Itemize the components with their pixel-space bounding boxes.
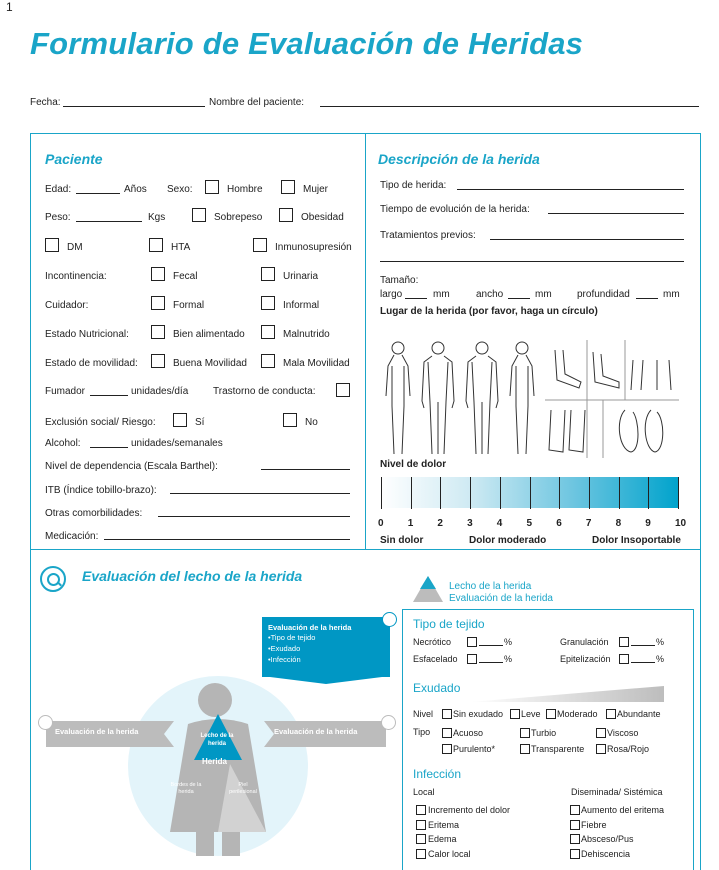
granulacion-pct: % [656,637,665,647]
alcohol-field[interactable] [90,447,128,448]
esfacelado-label: Esfacelado [413,654,458,664]
tiempo-label: Tiempo de evolución de la herida: [380,204,530,215]
evaluation-subpanel [402,609,694,870]
tipo-checkbox[interactable] [520,744,530,754]
tratamientos-field-2[interactable] [380,261,684,262]
inmuno-checkbox[interactable] [253,238,267,252]
bien-alimentado-label: Bien alimentado [173,329,245,340]
local-item-label: Calor local [428,848,471,859]
pain-tick [411,477,412,509]
epitelizacion-field[interactable] [631,662,655,663]
necrotico-checkbox[interactable] [467,637,477,647]
tipo-label: Tipo [413,727,431,737]
foot-side-1 [555,350,581,388]
tipo-checkbox[interactable] [442,728,452,738]
sistemica-item-label: Absceso/Pus [581,834,634,844]
nivel-checkbox[interactable] [510,709,520,719]
ancho-label: ancho [476,289,504,300]
mala-movilidad-label: Mala Movilidad [283,358,350,369]
profundidad-field[interactable] [636,298,658,299]
pain-value-8[interactable]: 8 [615,518,622,529]
legend-evaluacion: Evaluación de la herida [449,593,553,604]
legend-lecho: Lecho de la herida [449,581,532,592]
herida-title: Descripción de la herida [378,151,540,167]
tipo-option-label: Transparente [531,744,585,754]
dm-checkbox[interactable] [45,238,59,252]
medicacion-label: Medicación: [45,531,99,542]
no-label: No [305,417,318,428]
bien-alimentado-checkbox[interactable] [151,325,165,339]
local-item-label: Edema [428,834,457,844]
profundidad-mm: mm [663,289,680,300]
tejido-title: Tipo de tejido [413,617,485,631]
dolor-title: Nivel de dolor [380,459,447,470]
nombre-field[interactable] [320,106,699,107]
sistemica-item-label: Dehiscencia [581,848,631,859]
search-icon [40,566,66,592]
tipo-option-label: Viscoso [607,728,639,738]
alcohol-unit: unidades/semanales [131,438,223,449]
callout-item-3: •Infección [268,655,301,664]
nutricional-label: Estado Nutricional: [45,329,129,340]
granulacion-checkbox[interactable] [619,637,629,647]
medicacion-field[interactable] [104,539,350,540]
foot-front [631,360,671,390]
pain-tick [589,477,590,509]
si-checkbox[interactable] [173,413,187,427]
obesidad-label: Obesidad [301,212,344,223]
esfacelado-checkbox[interactable] [467,654,477,664]
fecha-label: Fecha: [30,97,61,108]
largo-mm: mm [433,289,450,300]
piel-label: Piel perilesional [229,782,257,795]
tratamientos-label: Tratamientos previos: [380,230,476,241]
informal-label: Informal [283,300,320,311]
necrotico-pct: % [504,637,513,647]
tipo-herida-label: Tipo de herida: [380,180,447,191]
sistemica-checkbox[interactable] [570,805,580,815]
herida-label: Herida [202,757,227,766]
nombre-label: Nombre del paciente: [209,97,305,108]
callout-item-2: •Exudado [268,644,301,653]
necrotico-label: Necrótico [413,637,452,647]
buena-movilidad-checkbox[interactable] [151,354,165,368]
sistemica-checkbox[interactable] [570,834,580,844]
hta-checkbox[interactable] [149,238,163,252]
edad-field[interactable] [76,193,120,194]
barthel-label: Nivel de dependencia (Escala Barthel): [45,461,218,472]
body-figure-side-right [510,342,534,454]
tamano-label: Tamaño: [380,275,419,286]
pain-value-4[interactable]: 4 [496,518,503,529]
local-checkbox[interactable] [416,849,426,859]
necrotico-field[interactable] [479,645,503,646]
tratamientos-field[interactable] [490,239,684,240]
lugar-label: Lugar de la herida (por favor, haga un círculo) [380,306,598,317]
malnutrido-label: Malnutrido [283,329,330,340]
tipo-option-label: Acuoso [453,728,484,738]
esfacelado-pct: % [504,654,513,664]
incontinencia-label: Incontinencia: [45,271,107,282]
peso-field[interactable] [76,221,142,222]
edad-label: Edad: [45,184,72,195]
hombre-checkbox[interactable] [205,180,219,194]
malnutrido-checkbox[interactable] [261,325,275,339]
pain-value-9[interactable]: 9 [645,518,651,529]
local-item-label: Incremento del dolor [428,805,511,815]
kgs-label: Kgs [148,212,166,223]
pain-value-3[interactable]: 3 [467,518,473,529]
cuidador-label: Cuidador: [45,300,89,311]
local-checkbox[interactable] [416,834,426,844]
pain-tick [500,477,501,509]
alcohol-label: Alcohol: [45,438,81,449]
dm-label: DM [67,242,83,253]
nivel-checkbox[interactable] [606,709,616,719]
mujer-checkbox[interactable] [281,180,295,194]
otras-field[interactable] [158,516,350,517]
sistemica-item-label: Fiebre [581,819,607,830]
pain-value-2[interactable]: 2 [437,518,443,529]
nivel-checkbox[interactable] [442,709,452,719]
callout-item-1: •Tipo de tejido [268,633,316,642]
page-title: Formulario de Evaluación de Heridas [30,26,584,61]
ancho-mm: mm [535,289,552,300]
fecha-field[interactable] [63,106,205,107]
sistemica-label: Diseminada/ Sistémica [571,787,663,797]
pain-tick [678,477,679,509]
granulacion-field[interactable] [631,645,655,646]
sexo-label: Sexo: [167,184,193,195]
sobrepeso-checkbox[interactable] [192,208,206,222]
pain-tick [470,477,471,509]
nivel-checkbox[interactable] [546,709,556,719]
feet-diagram[interactable] [545,340,679,458]
pain-value-6[interactable]: 6 [556,518,562,529]
corner-mark: 1 [6,0,13,14]
nivel-option-label: Sin exudado [453,709,504,719]
tipo-checkbox[interactable] [520,728,530,738]
local-checkbox[interactable] [416,820,426,830]
tipo-option-label: Turbio [531,728,557,738]
buena-movilidad-label: Buena Movilidad [173,358,247,369]
right-tab-label: Evaluación de la herida [274,727,358,736]
largo-label: largo [380,289,403,300]
pain-value-0[interactable]: 0 [378,518,384,529]
formal-label: Formal [173,300,205,311]
barthel-field[interactable] [261,469,350,470]
informal-checkbox[interactable] [261,296,275,310]
local-item-label: Eritema [428,819,460,830]
itb-label: ITB (Índice tobillo-brazo): [45,485,157,496]
peso-label: Peso: [45,212,71,223]
pain-value-7[interactable]: 7 [585,518,592,529]
pain-tick [559,477,560,509]
ancho-field[interactable] [508,298,530,299]
sistemica-item-label: Aumento del eritema [581,805,665,815]
callout-title: Evaluación de la herida [268,623,352,632]
tiempo-field[interactable] [548,213,684,214]
fecal-checkbox[interactable] [151,267,165,281]
sobrepeso-label: Sobrepeso [214,212,263,223]
exudado-wedge [470,686,664,702]
hombre-label: Hombre [227,184,263,195]
fumador-label: Fumador [45,386,86,397]
si-label: Sí [195,417,205,428]
inmuno-label: Inmunosupresión [275,242,352,253]
pain-tick [440,477,441,509]
exclusion-label: Exclusión social/ Riesgo: [45,417,156,428]
local-label: Local [413,787,435,797]
nivel-option-label: Leve [521,709,541,719]
exudado-title: Exudado [413,681,461,695]
nivel-option-label: Abundante [617,709,661,719]
nivel-label: Nivel [413,709,434,719]
epitelizacion-pct: % [656,654,665,664]
profundidad-label: profundidad [577,289,630,300]
tri-label: Lecho de la herida [200,733,234,747]
urinaria-label: Urinaria [283,271,319,282]
epitelizacion-checkbox[interactable] [619,654,629,664]
body-figure-back [466,342,498,454]
fecal-label: Fecal [173,271,198,282]
granulacion-label: Granulación [560,637,609,647]
pain-tick [530,477,531,509]
pain-tick [648,477,649,509]
obesidad-checkbox[interactable] [279,208,293,222]
hta-label: HTA [171,242,191,253]
tipo-checkbox[interactable] [596,728,606,738]
formal-checkbox[interactable] [151,296,165,310]
tipo-checkbox[interactable] [596,744,606,754]
body-figure-side-left [386,342,410,454]
left-tab-label: Evaluación de la herida [55,727,139,736]
moderado-label: Dolor moderado [469,535,547,546]
mujer-label: Mujer [303,184,329,195]
esfacelado-field[interactable] [479,662,503,663]
sin-dolor-label: Sin dolor [380,535,424,546]
pain-tick [619,477,620,509]
sistemica-checkbox[interactable] [570,820,580,830]
local-checkbox[interactable] [416,805,426,815]
foot-side-2 [593,352,619,388]
trastorno-label: Trastorno de conducta: [213,386,316,397]
infeccion-title: Infección [413,767,462,781]
tipo-checkbox[interactable] [442,744,452,754]
callout-zoom-icon[interactable] [382,612,397,627]
tipo-option-label: Purulento* [453,744,496,754]
fumador-unit: unidades/día [131,386,189,397]
sistemica-checkbox[interactable] [570,849,580,859]
mala-movilidad-checkbox[interactable] [261,354,275,368]
pain-value-10[interactable]: 10 [675,518,687,529]
legend-triangle-icon [412,575,444,603]
body-diagram[interactable] [378,336,544,458]
nivel-option-label: Moderado [557,709,598,719]
pain-value-1[interactable]: 1 [407,518,414,529]
left-zoom-icon[interactable] [38,715,53,730]
largo-field[interactable] [405,298,427,299]
figure-head [198,683,232,717]
paciente-title: Paciente [45,151,103,167]
trastorno-checkbox[interactable] [336,383,350,397]
urinaria-checkbox[interactable] [261,267,275,281]
anos-label: Años [124,184,147,195]
otras-label: Otras comorbilidades: [45,508,143,519]
right-zoom-icon[interactable] [381,715,396,730]
foot-sole [619,410,662,452]
callout-arrow [262,676,390,684]
foot-back [549,410,585,452]
fumador-field[interactable] [90,395,128,396]
tipo-herida-field[interactable] [457,189,684,190]
pain-value-5[interactable]: 5 [526,518,533,529]
no-checkbox[interactable] [283,413,297,427]
lecho-title: Evaluación del lecho de la herida [82,568,303,584]
movilidad-label: Estado de movilidad: [45,358,138,369]
insoportable-label: Dolor Insoportable [592,535,681,546]
body-figure-front [422,342,454,454]
epitelizacion-label: Epitelización [560,654,611,664]
itb-field[interactable] [170,493,350,494]
pain-tick [381,477,382,509]
bordes-label: Bordes de la herida [170,782,202,795]
tipo-option-label: Rosa/Rojo [607,744,650,754]
